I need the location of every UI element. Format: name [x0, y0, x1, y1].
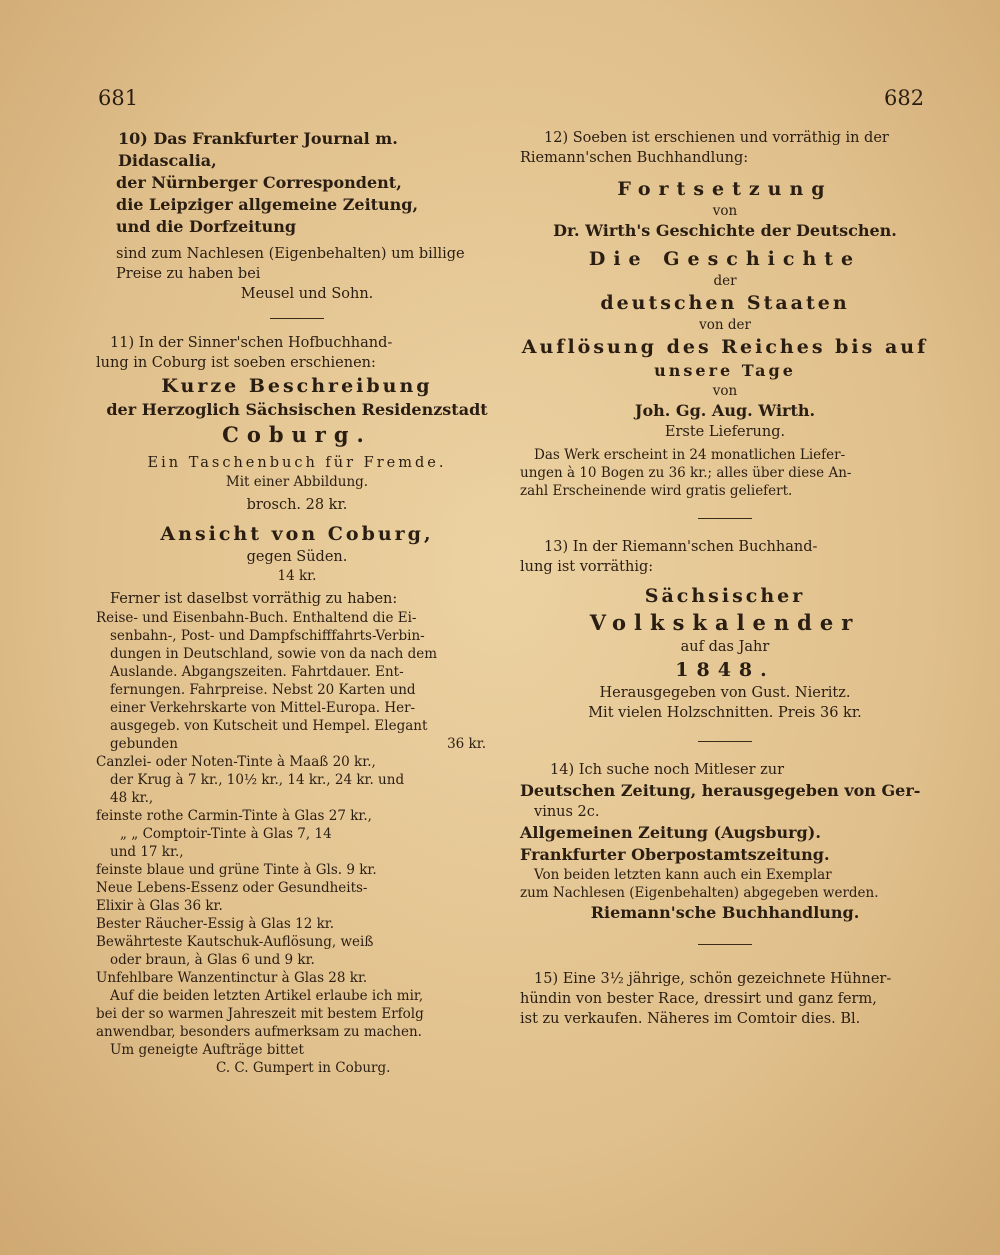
- ad11-note-l4: Um geneigte Aufträge bittet: [110, 1042, 304, 1058]
- item-kautschuk-l2: oder braun, à Glas 6 und 9 kr.: [110, 952, 315, 968]
- ad14-line7: zum Nachlesen (Eigenbehalten) abgegeben werden.: [520, 885, 879, 901]
- ad12-desc3: zahl Erscheinende wird gratis geliefert.: [520, 483, 793, 499]
- ad14-line6: Von beiden letzten kann auch ein Exemplar: [534, 867, 832, 883]
- ad13-intro2: lung ist vorräthig:: [520, 559, 654, 575]
- item-lebensessenz-l1: Neue Lebens-Essenz oder Gesundheits-: [96, 880, 368, 896]
- ad11-subtitle3: gegen Süden.: [246, 549, 348, 565]
- ad-15: [520, 969, 930, 1029]
- ad11-note-l2: bei der so warmen Jahreszeit mit bestem Erfolg: [96, 1006, 424, 1022]
- item-kanzleitinte-l2: der Krug à 7 kr., 10½ kr., 14 kr., 24 kr. und: [110, 772, 405, 788]
- item-reisebuch-l4: Auslande. Abgangszeiten. Fahrtdauer. Ent-: [110, 664, 404, 680]
- ad12-intro2: Riemann'schen Buchhandlung:: [520, 150, 749, 166]
- ad12-von-der: von der: [699, 317, 751, 333]
- item-reisebuch-l1: Reise- und Eisenbahn-Buch. Enthaltend die Ei-: [96, 610, 417, 626]
- ad11-subtitle1: Ein Taschenbuch für Fremde.: [147, 455, 447, 471]
- separator: [698, 518, 752, 519]
- ad10-line4: und die Dorfzeitung: [116, 217, 297, 236]
- ad11-intro2: lung in Coburg ist soeben erschienen:: [96, 355, 376, 371]
- ad12-desc1: Das Werk erscheint in 24 monatlichen Liefer-: [534, 447, 846, 463]
- ad11-title2: der Herzoglich Sächsischen Residenzstadt: [106, 400, 488, 419]
- ad11-more: Ferner ist daselbst vorräthig zu haben:: [110, 591, 398, 607]
- ad11-signature: C. C. Gumpert in Coburg.: [216, 1060, 391, 1076]
- ad12-intro1: 12) Soeben ist erschienen und vorräthig in der: [544, 130, 889, 146]
- ad11-price1: brosch. 28 kr.: [246, 497, 348, 513]
- item-kautschuk-l1: Bewährteste Kautschuk-Auflösung, weiß: [96, 934, 374, 950]
- right-column: [520, 128, 930, 1029]
- item-reisebuch-l3: dungen in Deutschland, sowie von da nach dem: [110, 646, 438, 662]
- ad14-line4: Allgemeinen Zeitung (Augsburg).: [520, 823, 821, 842]
- ad12-title2: Dr. Wirth's Geschichte der Deutschen.: [553, 221, 897, 240]
- ad14-signature: Riemann'sche Buchhandlung.: [590, 903, 860, 922]
- ad12-von2: von: [712, 383, 738, 399]
- ad12-title1: Fortsetzung: [617, 178, 833, 200]
- ad12-title4: deutschen Staaten: [600, 292, 850, 314]
- ad10-line6: Preise zu haben bei: [116, 266, 261, 282]
- ad14-line3: vinus 2c.: [534, 804, 600, 820]
- separator: [698, 944, 752, 945]
- ad12-title5: Auflösung des Reiches bis auf: [521, 336, 929, 358]
- ad13-price: Mit vielen Holzschnitten. Preis 36 kr.: [588, 705, 862, 721]
- ad-13: [520, 537, 930, 723]
- item-reisebuch-l2: senbahn-, Post- und Dampfschifffahrts-Verbin-: [110, 628, 425, 644]
- item-reisebuch-l5: fernungen. Fahrpreise. Nebst 20 Karten und: [110, 682, 416, 698]
- ad11-price2: 14 kr.: [277, 568, 317, 584]
- ad14-line5: Frankfurter Oberpostamtszeitung.: [520, 845, 830, 864]
- ad14-line1: 14) Ich suche noch Mitleser zur: [550, 762, 785, 778]
- item-comptoirtinte-l1: „ „ Comptoir-Tinte à Glas 7, 14: [120, 826, 332, 842]
- ad13-year: 1848.: [675, 659, 775, 681]
- ad11-title4: Ansicht von Coburg,: [160, 523, 434, 545]
- ad12-title3: Die Geschichte: [588, 248, 862, 270]
- ad13-title1: Sächsischer: [644, 585, 806, 607]
- ad11-title1: Kurze Beschreibung: [161, 375, 433, 397]
- ad12-von1: von: [712, 203, 738, 219]
- item-raeucheressig: Bester Räucher-Essig à Glas 12 kr.: [96, 916, 335, 932]
- item-lebensessenz-l2: Elixir à Glas 36 kr.: [96, 898, 223, 914]
- separator: [698, 741, 752, 742]
- item-comptoirtinte-l2: und 17 kr.,: [110, 844, 184, 860]
- ad10-line2: der Nürnberger Correspondent,: [116, 173, 402, 192]
- left-column: [96, 128, 498, 1077]
- page-number-left: 681: [98, 86, 139, 110]
- ad11-note-l1: Auf die beiden letzten Artikel erlaube ich mir,: [110, 988, 424, 1004]
- ad13-title2: Volkskalender: [589, 610, 861, 635]
- item-kanzleitinte-l3: 48 kr.,: [110, 790, 154, 806]
- ad-14: [520, 760, 930, 924]
- ad13-editor: Herausgegeben von Gust. Nieritz.: [599, 685, 851, 701]
- ad12-lieferung: Erste Lieferung.: [664, 424, 786, 440]
- separator: [270, 318, 324, 319]
- item-reisebuch-l6: einer Verkehrskarte von Mittel-Europa. Her-: [110, 700, 416, 716]
- ad11-note-l3: anwendbar, besonders aufmerksam zu machen.: [96, 1024, 422, 1040]
- ad10-line3: die Leipziger allgemeine Zeitung,: [116, 195, 419, 214]
- ad11-title3: Coburg.: [222, 422, 372, 447]
- ad15-line3: ist zu verkaufen. Näheres im Comtoir dies. Bl.: [520, 1011, 861, 1027]
- ad12-title6: unsere Tage: [654, 361, 796, 380]
- ad12-desc2: ungen à 10 Bogen zu 36 kr.; alles über diese An-: [520, 465, 852, 481]
- ad11-item-list: [96, 609, 498, 1077]
- ad13-title3: auf das Jahr: [680, 639, 770, 655]
- item-blaue-tinte: feinste blaue und grüne Tinte à Gls. 9 kr.: [96, 862, 377, 878]
- ad15-line1: 15) Eine 3½ jährige, schön gezeichnete Hühner-: [534, 971, 892, 987]
- ad11-intro1: 11) In der Sinner'schen Hofbuchhand-: [110, 335, 393, 351]
- item-reisebuch-price: 36 kr.: [447, 736, 486, 752]
- ad12-der: der: [713, 273, 737, 289]
- ad10-line1: 10) Das Frankfurter Journal m. Didascalia,: [118, 129, 398, 170]
- item-kanzleitinte-l1: Canzlei- oder Noten-Tinte à Maaß 20 kr.,: [96, 754, 376, 770]
- item-wanzentinctur: Unfehlbare Wanzentinctur à Glas 28 kr.: [96, 970, 368, 986]
- ad15-line2: hündin von bester Race, dressirt und ganz ferm,: [520, 991, 877, 1007]
- item-reisebuch-l8: [96, 735, 498, 753]
- ad13-intro1: 13) In der Riemann'schen Buchhand-: [544, 539, 818, 555]
- ad-10: [96, 128, 498, 304]
- ad11-subtitle2: Mit einer Abbildung.: [225, 474, 369, 490]
- ad14-line2: Deutschen Zeitung, herausgegeben von Ger-: [520, 781, 921, 800]
- item-reisebuch-l7: ausgegeb. von Kutscheit und Hempel. Elegant: [110, 718, 428, 734]
- item-carmintinte: feinste rothe Carmin-Tinte à Glas 27 kr.,: [96, 808, 372, 824]
- item-reisebuch-binding: gebunden: [110, 736, 178, 752]
- ad-11: [96, 333, 498, 1077]
- ad-12: [520, 128, 930, 500]
- ad10-line5: sind zum Nachlesen (Eigenbehalten) um billige: [116, 246, 465, 262]
- page-number-right: 682: [884, 86, 925, 110]
- ad10-signature: Meusel und Sohn.: [240, 286, 374, 302]
- ad12-author: Joh. Gg. Aug. Wirth.: [634, 401, 816, 420]
